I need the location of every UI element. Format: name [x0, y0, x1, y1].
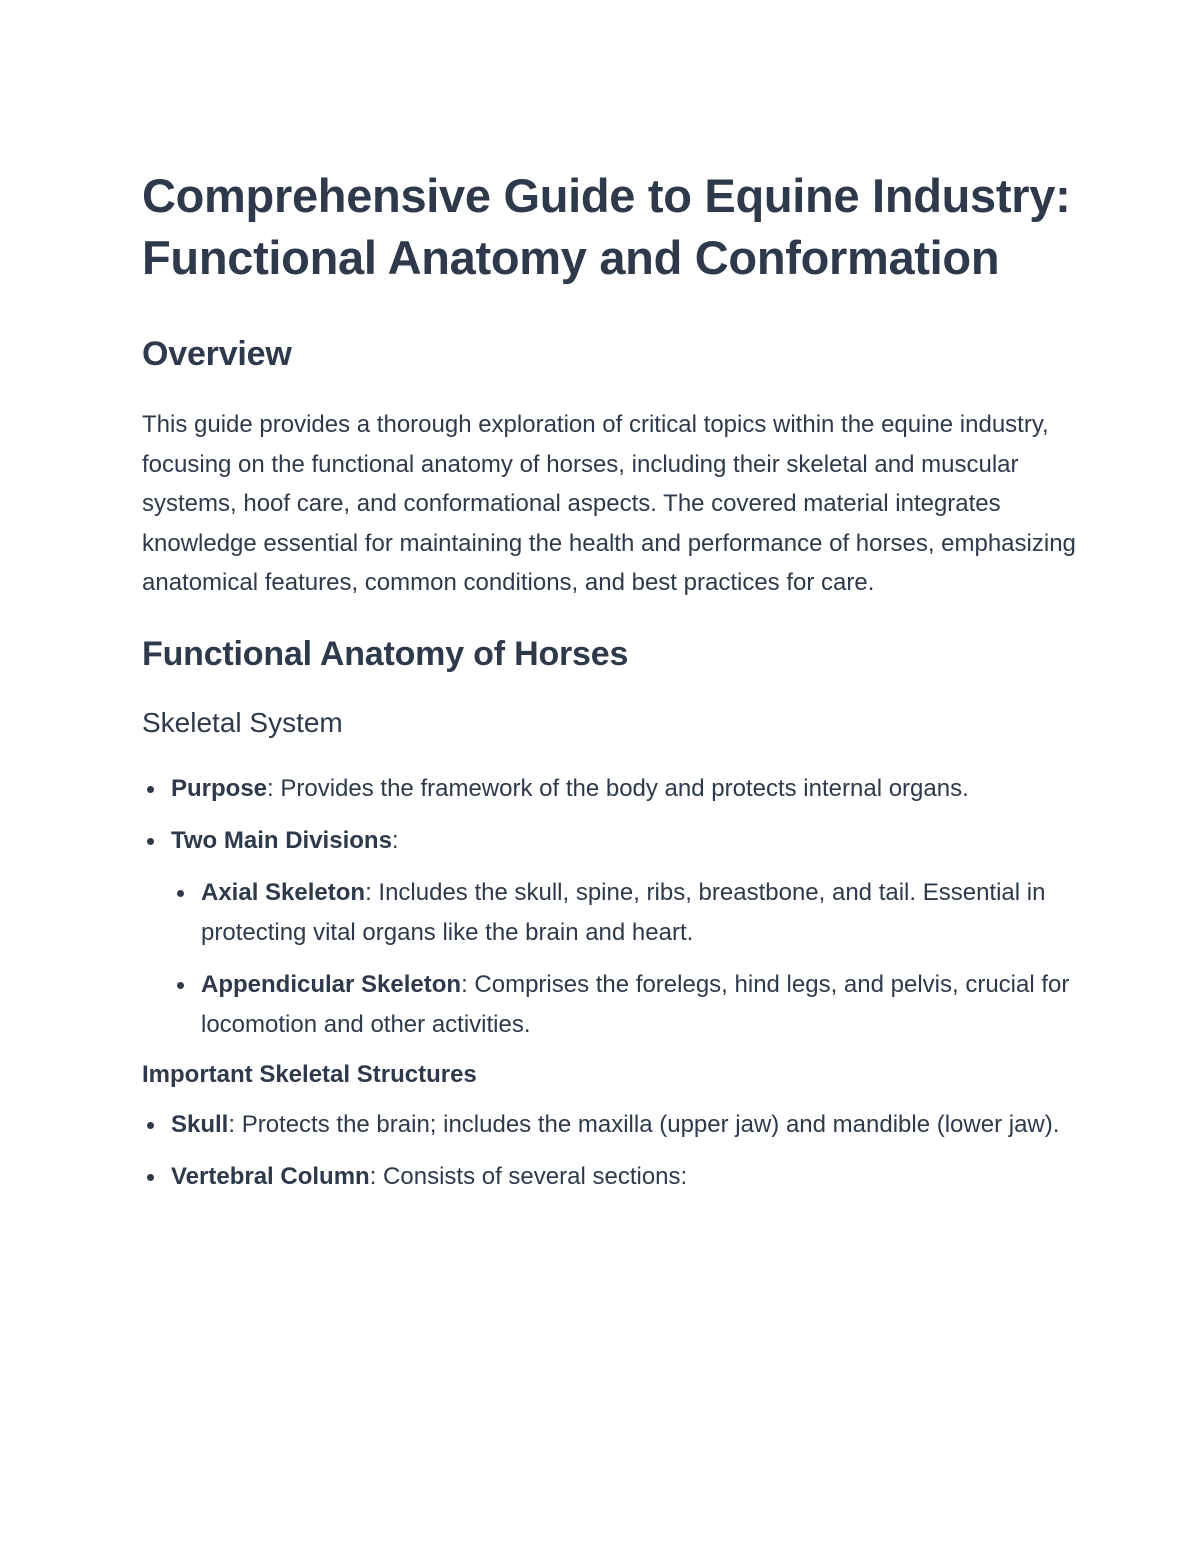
list-item-purpose: [171, 769, 1082, 809]
term-appendicular: Appendicular Skeleton: [201, 970, 462, 998]
term-skull: Skull: [171, 1110, 229, 1138]
bullet-icon: [177, 982, 184, 989]
overview-paragraph: This guide provides a thorough exploration of critical topics within the equine industry, focusing on the functional anatomy of horses, including their skeletal and muscular systems, hoof care, and conformational aspects. The covered material integrates knowledge essential for maintaining the health and performance of horses, emphasizing anatomical features, common conditions, and best practices for care.: [142, 411, 1076, 596]
text-appendicular: : Comprises the forelegs, hind legs, and pelvis, crucial for locomotion and other activities.: [201, 970, 1070, 1038]
skeletal-system-heading: Skeletal System: [142, 706, 343, 738]
list-item-skull: [171, 1105, 1082, 1145]
list-item-divisions: [171, 821, 1082, 1045]
structures-list: [142, 1105, 1082, 1197]
document-page: [142, 165, 1082, 1209]
list-item-axial: [201, 873, 1082, 953]
text-divisions: :: [391, 826, 399, 854]
bullet-icon: [147, 786, 154, 793]
text-axial: : Includes the skull, spine, ribs, breastbone, and tail. Essential in protecting vital organs like the brain and heart.: [201, 878, 1046, 946]
skeletal-list: [142, 769, 1082, 1045]
document-title: Comprehensive Guide to Equine Industry: Functional Anatomy and Conformation: [142, 169, 1071, 284]
term-vertebral: Vertebral Column: [171, 1162, 370, 1190]
overview-heading: Overview: [142, 335, 292, 373]
bullet-icon: [147, 838, 154, 845]
term-purpose: Purpose: [171, 774, 268, 802]
term-divisions: Two Main Divisions: [171, 826, 392, 854]
term-axial: Axial Skeleton: [201, 878, 366, 906]
text-skull: : Protects the brain; includes the maxilla (upper jaw) and mandible (lower jaw).: [228, 1110, 1060, 1138]
bullet-icon: [147, 1174, 154, 1181]
skeletal-structures-heading: Important Skeletal Structures: [142, 1060, 477, 1088]
text-vertebral: : Consists of several sections:: [369, 1162, 688, 1190]
bullet-icon: [177, 890, 184, 897]
divisions-sublist: [171, 873, 1082, 1045]
bullet-icon: [147, 1122, 154, 1129]
anatomy-heading: Functional Anatomy of Horses: [142, 634, 629, 673]
text-purpose: : Provides the framework of the body and protects internal organs.: [267, 774, 969, 802]
list-item-appendicular: [201, 965, 1082, 1045]
list-item-vertebral: [171, 1157, 1082, 1197]
